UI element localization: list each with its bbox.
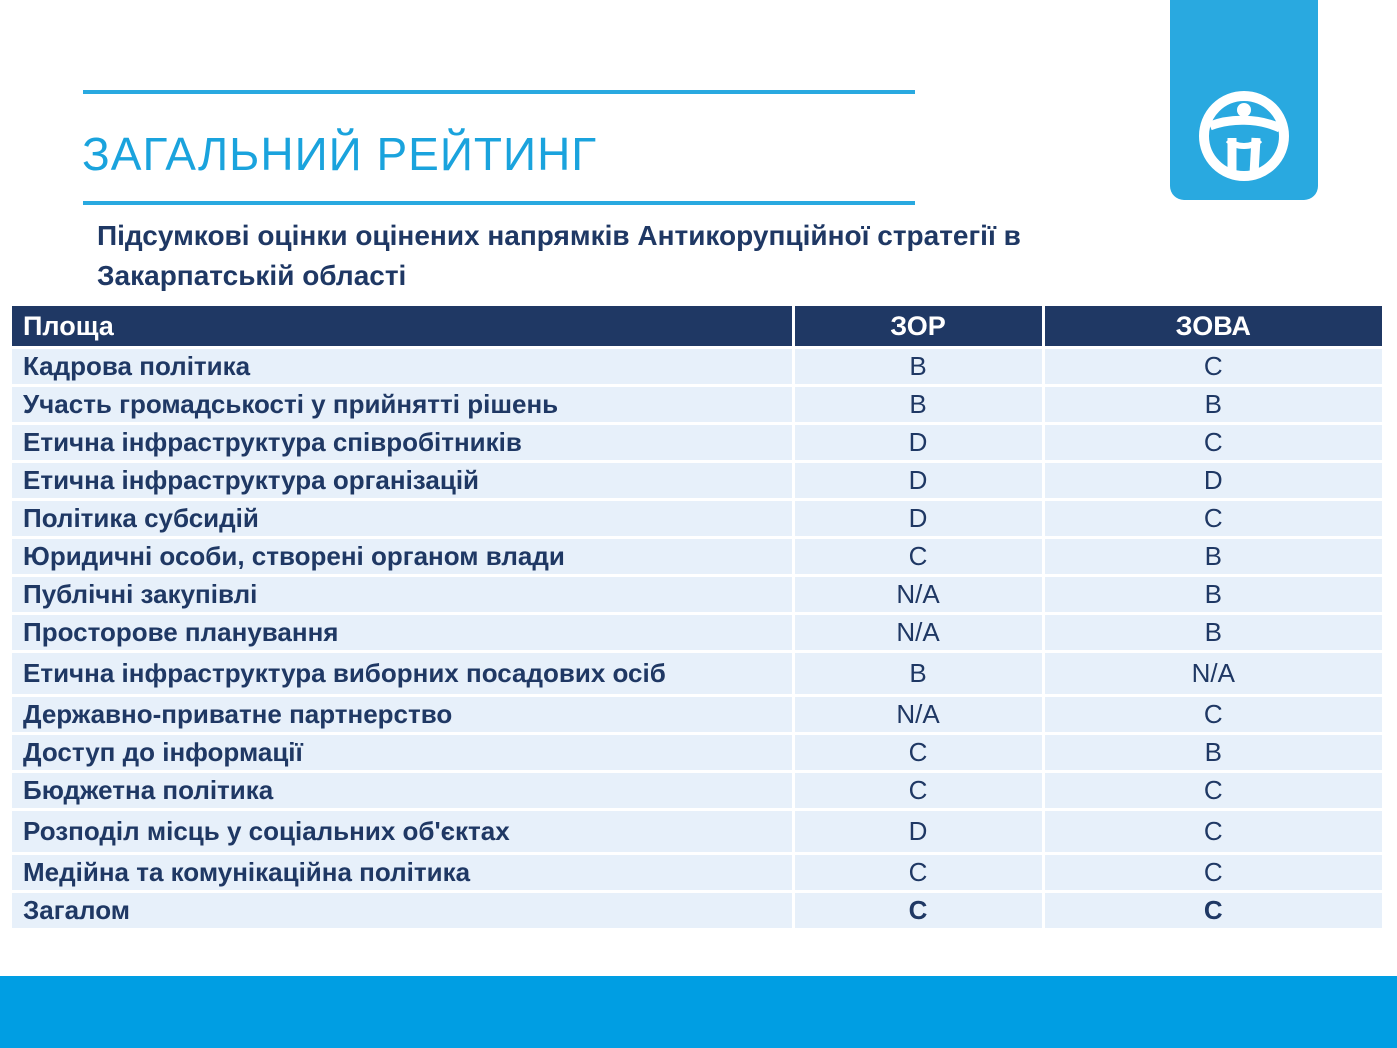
- row-zor-grade: B: [793, 386, 1043, 424]
- row-zova-grade: B: [1043, 576, 1382, 614]
- row-zova-grade: N/A: [1043, 652, 1382, 696]
- table-row: [12, 734, 1382, 772]
- row-zova-grade: C: [1043, 854, 1382, 892]
- table-row: [12, 424, 1382, 462]
- row-area: Розподіл місць у соціальних об'єктах: [12, 810, 793, 854]
- table-row: [12, 386, 1382, 424]
- row-area: Етична інфраструктура організацій: [12, 462, 793, 500]
- row-zova-grade: D: [1043, 462, 1382, 500]
- row-zova-grade: C: [1043, 424, 1382, 462]
- row-area: Участь громадськості у прийнятті рішень: [12, 386, 793, 424]
- table-row: [12, 772, 1382, 810]
- row-area: Просторове планування: [12, 614, 793, 652]
- row-zova-grade: B: [1043, 734, 1382, 772]
- slide-subtitle: Підсумкові оцінки оцінених напрямків Антикорупційної стратегії в Закарпатській області: [97, 220, 1021, 291]
- globe-person-logo-icon: [1196, 88, 1292, 184]
- row-zova-grade: B: [1043, 386, 1382, 424]
- row-zor-grade: C: [793, 854, 1043, 892]
- row-zova-grade: C: [1043, 348, 1382, 386]
- row-area: Кадрова політика: [12, 348, 793, 386]
- row-zova-grade: C: [1043, 810, 1382, 854]
- table-row: [12, 538, 1382, 576]
- rating-table-wrapper: [12, 306, 1382, 928]
- row-area: Етична інфраструктура виборних посадових осіб: [12, 652, 793, 696]
- rating-table: [12, 306, 1382, 928]
- header-zova: ЗОВА: [1043, 306, 1382, 348]
- row-zor-grade: B: [793, 652, 1043, 696]
- row-area: Публічні закупівлі: [12, 576, 793, 614]
- table-row: [12, 500, 1382, 538]
- row-zor-grade: N/A: [793, 614, 1043, 652]
- row-zor-grade: C: [793, 772, 1043, 810]
- row-zor-grade: D: [793, 462, 1043, 500]
- row-zor-grade: D: [793, 500, 1043, 538]
- row-zova-grade: C: [1043, 772, 1382, 810]
- row-zor-grade: D: [793, 424, 1043, 462]
- row-zor-grade: D: [793, 810, 1043, 854]
- row-area-total: Загалом: [12, 892, 793, 929]
- row-area: Доступ до інформації: [12, 734, 793, 772]
- row-area: Державно-приватне партнерство: [12, 696, 793, 734]
- row-area: Бюджетна політика: [12, 772, 793, 810]
- row-zova-grade: B: [1043, 614, 1382, 652]
- table-row: [12, 854, 1382, 892]
- row-zor-grade: N/A: [793, 576, 1043, 614]
- row-zova-grade: C: [1043, 500, 1382, 538]
- slide-title: ЗАГАЛЬНИЙ РЕЙТИНГ: [82, 128, 598, 180]
- row-area: Політика субсидій: [12, 500, 793, 538]
- table-row: [12, 576, 1382, 614]
- header-area: Площа: [12, 306, 793, 348]
- table-row: [12, 810, 1382, 854]
- table-row: [12, 652, 1382, 696]
- table-row: [12, 696, 1382, 734]
- title-top-rule: [83, 90, 915, 94]
- row-zor-grade-total: C: [793, 892, 1043, 929]
- footer-band: [0, 976, 1397, 1048]
- table-header-row: [12, 306, 1382, 348]
- table-row: [12, 348, 1382, 386]
- table-row: [12, 614, 1382, 652]
- title-bottom-rule: [83, 201, 915, 205]
- row-zova-grade: C: [1043, 696, 1382, 734]
- row-zova-grade: B: [1043, 538, 1382, 576]
- row-zor-grade: C: [793, 538, 1043, 576]
- row-zor-grade: B: [793, 348, 1043, 386]
- row-area: Юридичні особи, створені органом влади: [12, 538, 793, 576]
- row-zor-grade: C: [793, 734, 1043, 772]
- table-row: [12, 462, 1382, 500]
- header-zor: ЗОР: [793, 306, 1043, 348]
- table-row-total: [12, 892, 1382, 929]
- row-area: Етична інфраструктура співробітників: [12, 424, 793, 462]
- logo-tab: [1170, 0, 1318, 200]
- row-zova-grade-total: C: [1043, 892, 1382, 929]
- row-zor-grade: N/A: [793, 696, 1043, 734]
- row-area: Медійна та комунікаційна політика: [12, 854, 793, 892]
